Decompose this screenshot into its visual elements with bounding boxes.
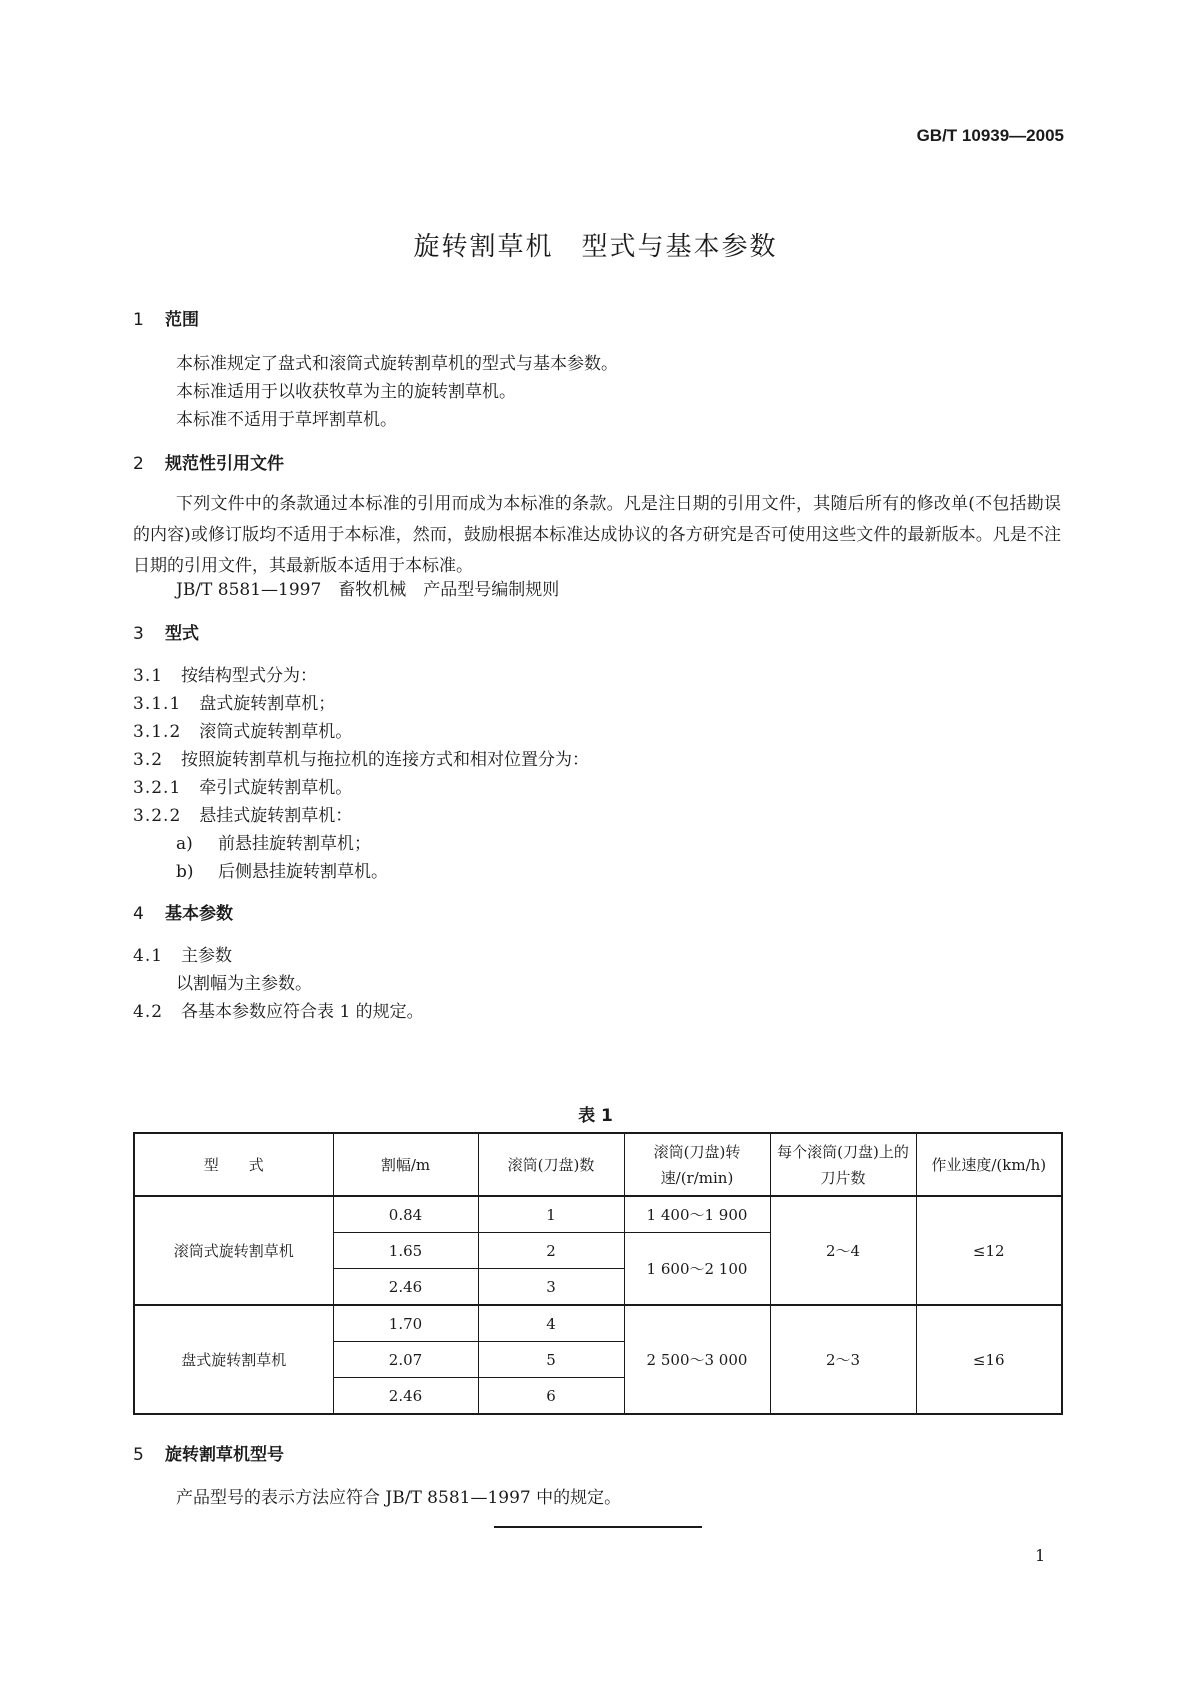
work-speed-cell: ≤12 xyxy=(916,1196,1062,1305)
count-cell: 5 xyxy=(478,1342,624,1378)
clause-number: 3.1.2 xyxy=(133,722,182,742)
paragraph: 以割幅为主参数。 xyxy=(176,974,312,994)
count-cell: 2 xyxy=(478,1233,624,1269)
list-label: a) xyxy=(176,834,193,854)
section-title: 旋转割草机型号 xyxy=(165,1445,284,1465)
table-header-row xyxy=(134,1133,1062,1196)
document-title: 旋转割草机 型式与基本参数 xyxy=(413,232,778,262)
section-number: 3 xyxy=(133,624,144,644)
clause-number: 4.1 xyxy=(133,946,164,966)
section-2-heading xyxy=(133,449,284,474)
list-label: b) xyxy=(176,862,194,882)
count-cell: 6 xyxy=(478,1378,624,1415)
section-number: 1 xyxy=(133,310,144,330)
section-number: 5 xyxy=(133,1445,144,1465)
clause-text: 滚筒式旋转割草机。 xyxy=(199,722,353,742)
clause-text: 牵引式旋转割草机。 xyxy=(199,778,353,798)
clause-4-2 xyxy=(133,997,424,1022)
width-cell: 2.46 xyxy=(333,1269,478,1306)
count-cell: 3 xyxy=(478,1269,624,1306)
speed-cell: 1 400～1 900 xyxy=(624,1196,770,1233)
clause-3-1-1 xyxy=(133,689,335,714)
page-number: 1 xyxy=(1035,1546,1046,1565)
header-type: 型 式 xyxy=(134,1133,333,1196)
section-number: 4 xyxy=(133,904,144,924)
parameter-table xyxy=(133,1132,1063,1415)
section-title: 型式 xyxy=(165,624,199,644)
list-item xyxy=(176,857,388,882)
work-speed-cell: ≤16 xyxy=(916,1305,1062,1414)
blade-cell: 2～3 xyxy=(770,1305,916,1414)
standard-code: GB/T 10939—2005 xyxy=(916,126,1064,145)
clause-number: 3.2.2 xyxy=(133,806,182,826)
section-3-heading xyxy=(133,619,199,644)
section-number: 2 xyxy=(133,454,144,474)
type-cell: 滚筒式旋转割草机 xyxy=(134,1196,333,1305)
clause-text: 主参数 xyxy=(181,946,233,966)
section-5-heading xyxy=(133,1440,284,1465)
paragraph: 本标准不适用于草坪割草机。 xyxy=(176,410,397,430)
clause-number: 3.2 xyxy=(133,750,164,770)
list-text: 后侧悬挂旋转割草机。 xyxy=(218,862,388,882)
speed-cell: 2 500～3 000 xyxy=(624,1305,770,1414)
clause-text: 按照旋转割草机与拖拉机的连接方式和相对位置分为： xyxy=(181,750,590,770)
section-title: 规范性引用文件 xyxy=(165,454,284,474)
width-cell: 1.65 xyxy=(333,1233,478,1269)
clause-number: 4.2 xyxy=(133,1002,164,1022)
clause-3-2 xyxy=(133,745,589,770)
width-cell: 2.46 xyxy=(333,1378,478,1415)
paragraph: 本标准规定了盘式和滚筒式旋转割草机的型式与基本参数。 xyxy=(176,354,618,374)
clause-text: 悬挂式旋转割草机： xyxy=(199,806,353,826)
list-item xyxy=(176,829,371,854)
header-drum-count: 滚筒(刀盘)数 xyxy=(478,1133,624,1196)
clause-4-1 xyxy=(133,941,232,966)
clause-text: 各基本参数应符合表 1 的规定。 xyxy=(181,1002,424,1022)
width-cell: 0.84 xyxy=(333,1196,478,1233)
clause-3-2-1 xyxy=(133,773,352,798)
clause-number: 3.2.1 xyxy=(133,778,182,798)
header-cutting-width: 割幅/m xyxy=(333,1133,478,1196)
paragraph: 本标准适用于以收获牧草为主的旋转割草机。 xyxy=(176,382,516,402)
normative-references-paragraph: 下列文件中的条款通过本标准的引用而成为本标准的条款。凡是注日期的引用文件，其随后所有的修改单(不包括勘误的内容)或修订版均不适用于本标准，然而，鼓励根据本标准达成协议的各方研究是否可使用这些文件的最新版本。凡是不注日期的引用文件，其最新版本适用于本标准。 xyxy=(133,494,1061,576)
section-title: 基本参数 xyxy=(165,904,233,924)
count-cell: 1 xyxy=(478,1196,624,1233)
clause-text: 按结构型式分为： xyxy=(181,666,318,686)
end-rule xyxy=(494,1526,702,1528)
width-cell: 2.07 xyxy=(333,1342,478,1378)
clause-3-2-2 xyxy=(133,801,352,826)
paragraph: 产品型号的表示方法应符合 JB/T 8581—1997 中的规定。 xyxy=(176,1488,622,1508)
clause-number: 3.1.1 xyxy=(133,694,182,714)
table-row xyxy=(134,1305,1062,1342)
header-blade-count: 每个滚筒(刀盘)上的刀片数 xyxy=(770,1133,916,1196)
table-row xyxy=(134,1196,1062,1233)
width-cell: 1.70 xyxy=(333,1305,478,1342)
section-4-heading xyxy=(133,899,233,924)
speed-cell: 1 600～2 100 xyxy=(624,1233,770,1306)
type-cell: 盘式旋转割草机 xyxy=(134,1305,333,1414)
clause-text: 盘式旋转割草机； xyxy=(199,694,336,714)
section-title: 范围 xyxy=(165,310,199,330)
clause-3-1-2 xyxy=(133,717,352,742)
table-caption: 表 1 xyxy=(578,1106,613,1126)
header-drum-speed: 滚筒(刀盘)转速/(r/min) xyxy=(624,1133,770,1196)
header-work-speed: 作业速度/(km/h) xyxy=(916,1133,1062,1196)
blade-cell: 2～4 xyxy=(770,1196,916,1305)
reference-entry: JB/T 8581—1997 畜牧机械 产品型号编制规则 xyxy=(176,580,560,600)
count-cell: 4 xyxy=(478,1305,624,1342)
list-text: 前悬挂旋转割草机； xyxy=(218,834,371,854)
clause-3-1 xyxy=(133,661,317,686)
clause-number: 3.1 xyxy=(133,666,164,686)
section-1-heading xyxy=(133,305,199,330)
